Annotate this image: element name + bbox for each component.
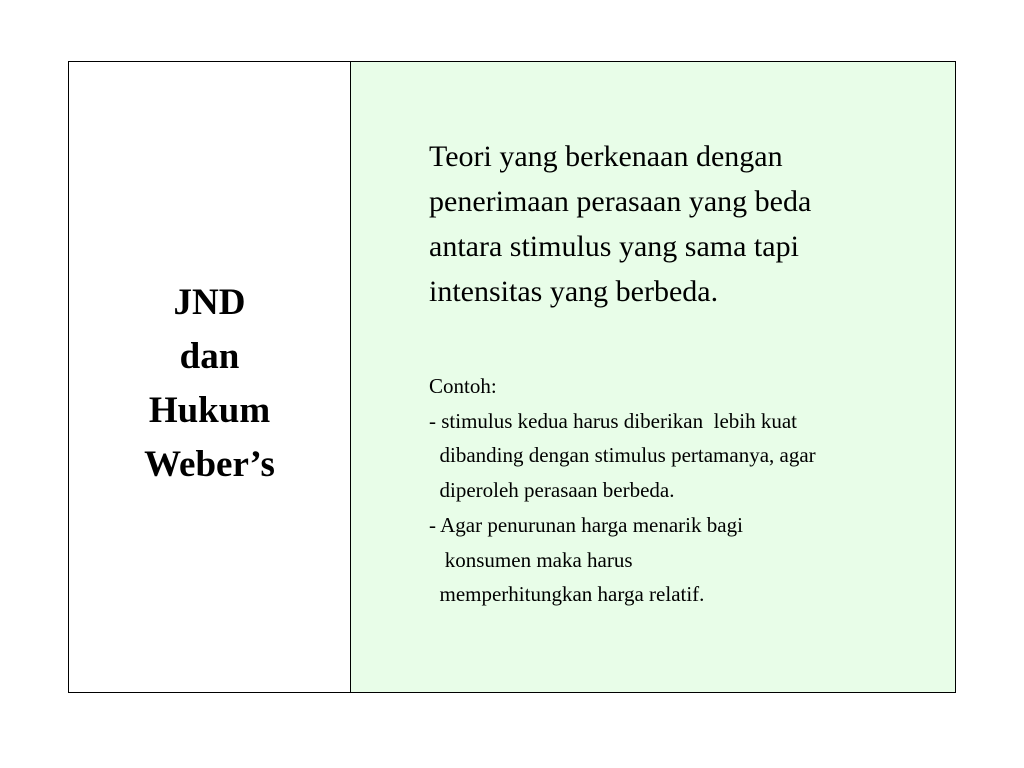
description-cell xyxy=(351,62,955,692)
title-line: JND xyxy=(173,282,246,323)
definition-line: antara stimulus yang sama tapi xyxy=(429,230,799,263)
example-line: - Agar penurunan harga menarik bagi xyxy=(429,512,743,537)
slide-title xyxy=(144,276,275,492)
content-table xyxy=(68,61,956,693)
title-line: Hukum xyxy=(148,390,271,431)
title-line: dan xyxy=(179,336,240,377)
example-line: - stimulus kedua harus diberikan lebih kuat xyxy=(429,408,798,433)
definition-line: intensitas yang berbeda. xyxy=(429,275,719,308)
example-heading: Contoh: xyxy=(429,374,497,398)
title-line: Weber’s xyxy=(144,444,275,485)
example-line: diperoleh perasaan berbeda. xyxy=(429,478,675,503)
definition-line: Teori yang berkenaan dengan xyxy=(429,140,783,173)
example-line: memperhitungkan harga relatif. xyxy=(429,582,705,607)
definition-line: penerimaan perasaan yang beda xyxy=(429,185,812,218)
example-line: konsumen maka harus xyxy=(429,547,633,572)
definition-text xyxy=(429,134,811,314)
title-cell xyxy=(69,62,351,692)
example-block xyxy=(429,369,816,612)
example-line: dibanding dengan stimulus pertamanya, agar xyxy=(429,443,816,468)
